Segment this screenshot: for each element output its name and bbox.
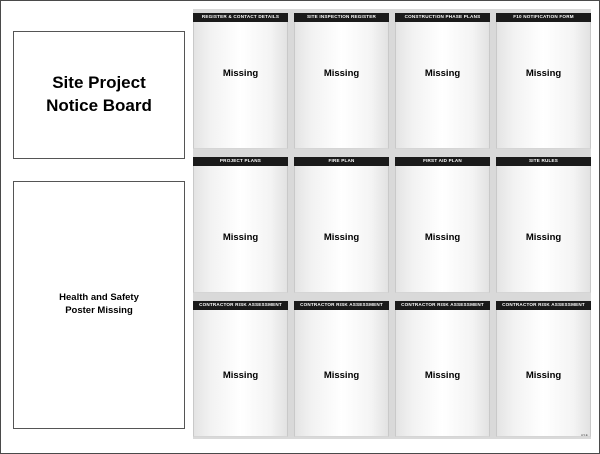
- document-status-label: Missing: [525, 232, 562, 243]
- document-card-header: CONTRACTOR RISK ASSESSMENT: [294, 301, 389, 310]
- document-status-label: Missing: [323, 232, 360, 243]
- health-safety-poster-panel: [13, 181, 185, 429]
- document-card[interactable]: [395, 157, 490, 293]
- board-title-line-1: Site Project: [52, 73, 146, 93]
- document-status-label: Missing: [424, 232, 461, 243]
- document-card[interactable]: [496, 13, 591, 149]
- document-card-header: SITE INSPECTION REGISTER: [294, 13, 389, 22]
- document-card-body: [496, 22, 591, 149]
- document-card-header: REGISTER & CONTACT DETAILS: [193, 13, 288, 22]
- document-card-body: [395, 310, 490, 437]
- document-grid: [193, 9, 591, 439]
- left-column: [13, 11, 185, 439]
- document-card-header: CONTRACTOR RISK ASSESSMENT: [395, 301, 490, 310]
- document-card-body: [193, 310, 288, 437]
- document-card-body: [496, 310, 591, 437]
- document-card-body: [294, 166, 389, 293]
- poster-text-line-1: Health and Safety: [59, 292, 139, 304]
- document-status-label: Missing: [424, 68, 461, 79]
- document-status-label: Missing: [525, 370, 562, 381]
- document-card[interactable]: [496, 301, 591, 437]
- document-card-header: FIRE PLAN: [294, 157, 389, 166]
- document-card-body: [193, 22, 288, 149]
- document-row: [193, 157, 591, 293]
- document-card-body: [395, 22, 490, 149]
- document-card-body: [193, 166, 288, 293]
- document-card-header: FIRST AID PLAN: [395, 157, 490, 166]
- document-card-body: [395, 166, 490, 293]
- document-status-label: Missing: [525, 68, 562, 79]
- document-row: [193, 13, 591, 149]
- document-card-header: F10 NOTIFICATION FORM: [496, 13, 591, 22]
- document-status-label: Missing: [222, 68, 259, 79]
- document-card[interactable]: [294, 13, 389, 149]
- document-card[interactable]: [193, 301, 288, 437]
- document-status-label: Missing: [222, 232, 259, 243]
- document-card-body: [496, 166, 591, 293]
- document-card[interactable]: [294, 301, 389, 437]
- corner-mark-label: HSE: [580, 433, 588, 437]
- document-card-header: CONTRACTOR RISK ASSESSMENT: [496, 301, 591, 310]
- board-title-line-2: Notice Board: [46, 96, 152, 115]
- document-card-header: SITE RULES: [496, 157, 591, 166]
- board-title-panel: [13, 31, 185, 159]
- document-status-label: Missing: [323, 68, 360, 79]
- document-row: [193, 301, 591, 437]
- poster-text-line-2: Poster Missing: [65, 305, 133, 316]
- document-card-body: [294, 310, 389, 437]
- document-card[interactable]: [294, 157, 389, 293]
- document-card[interactable]: [395, 13, 490, 149]
- document-card[interactable]: [395, 301, 490, 437]
- document-card[interactable]: [496, 157, 591, 293]
- document-card[interactable]: [193, 13, 288, 149]
- document-card-header: CONSTRUCTION PHASE PLANS: [395, 13, 490, 22]
- document-status-label: Missing: [323, 370, 360, 381]
- document-status-label: Missing: [424, 370, 461, 381]
- document-card-header: PROJECT PLANS: [193, 157, 288, 166]
- document-status-label: Missing: [222, 370, 259, 381]
- document-card[interactable]: [193, 157, 288, 293]
- poster-missing-text: [59, 292, 139, 318]
- board-title: [46, 72, 152, 118]
- document-card-header: CONTRACTOR RISK ASSESSMENT: [193, 301, 288, 310]
- document-card-body: [294, 22, 389, 149]
